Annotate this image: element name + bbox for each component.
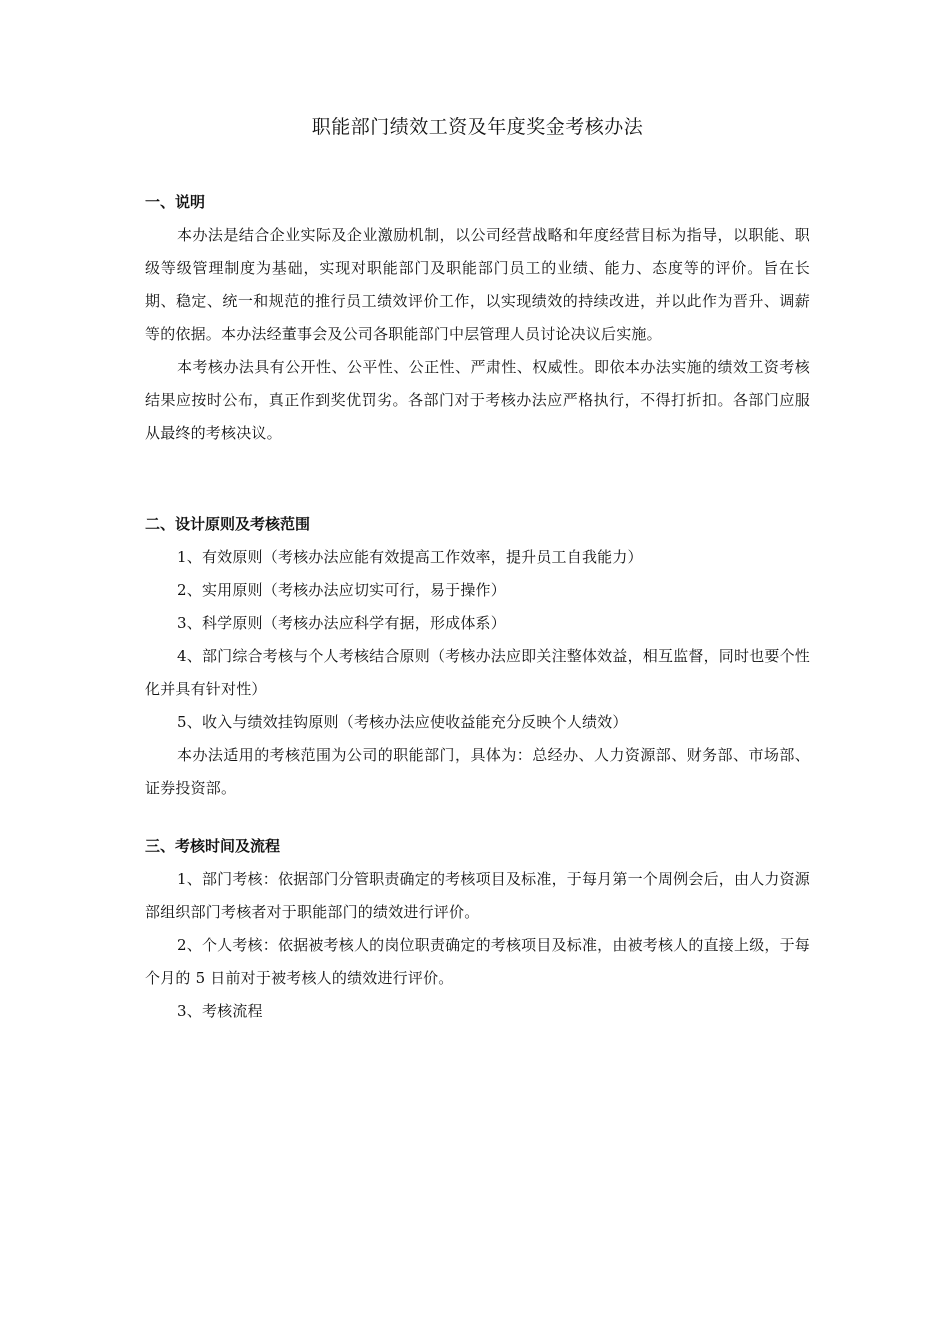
list-item: 2、个人考核：依据被考核人的岗位职责确定的考核项目及标准，由被考核人的直接上级，于每个月的 5 日前对于被考核人的绩效进行评价。 [145,936,810,987]
paragraph: 本考核办法具有公开性、公平性、公正性、严肃性、权威性。即依本办法实施的绩效工资考核结果应按时公布，真正作到奖优罚劣。各部门对于考核办法应严格执行，不得打折扣。各部门应服从最终的考核决议。 [145,358,810,442]
list-item: 3、考核流程 [177,1002,263,1020]
section-principles-scope [145,508,810,805]
document-title: 职能部门绩效工资及年度奖金考核办法 [311,116,644,138]
paragraph: 本办法适用的考核范围为公司的职能部门，具体为：总经办、人力资源部、财务部、市场部、证券投资部。 [145,746,810,797]
section-heading: 二、设计原则及考核范围 [145,515,311,533]
section-heading: 三、考核时间及流程 [145,837,281,855]
section-heading: 一、说明 [145,193,206,211]
paragraph: 本办法是结合企业实际及企业激励机制，以公司经营战略和年度经营目标为指导，以职能、职级等级管理制度为基础，实现对职能部门及职能部门员工的业绩、能力、态度等的评价。旨在长期、稳定、统一和规范的推行员工绩效评价工作，以实现绩效的持续改进，并以此作为晋升、调薪等的依据。本办法经董事会及公司各职能部门中层管理人员讨论决议后实施。 [145,226,810,343]
list-item: 1、部门考核：依据部门分管职责确定的考核项目及标准，于每月第一个周例会后，由人力资源部组织部门考核者对于职能部门的绩效进行评价。 [145,870,810,921]
section-time-process [145,830,810,1028]
section-explanation [145,186,810,450]
list-item: 5、收入与绩效挂钩原则（考核办法应使收益能充分反映个人绩效） [177,713,628,731]
document-page [145,0,810,1344]
list-item: 4、部门综合考核与个人考核结合原则（考核办法应即关注整体效益，相互监督，同时也要个性化并具有针对性） [145,647,810,698]
list-item: 2、实用原则（考核办法应切实可行，易于操作） [177,581,506,599]
list-item: 1、有效原则（考核办法应能有效提高工作效率，提升员工自我能力） [177,548,643,566]
list-item: 3、科学原则（考核办法应科学有据，形成体系） [177,614,506,632]
